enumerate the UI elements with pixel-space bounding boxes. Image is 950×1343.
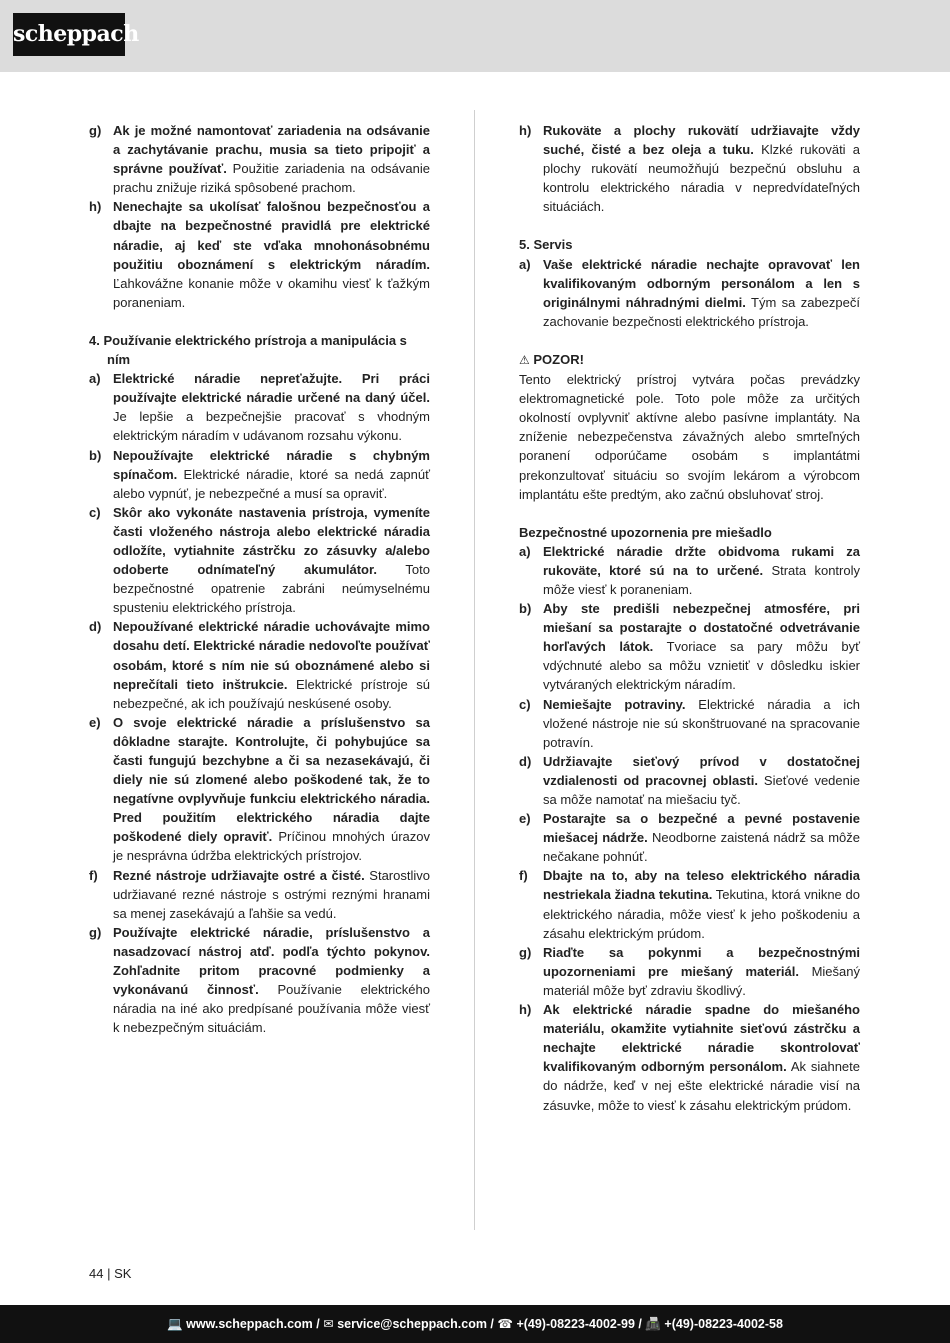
right-column xyxy=(519,121,860,1115)
warning-heading: ⚠ POZOR! xyxy=(519,351,584,367)
mail-icon: ✉ xyxy=(323,1317,334,1331)
list-item: d) Nepoužívané elektrické náradie uchovávajte mimo dosahu detí. Elektrické náradie nedovoľte používať osobám, ktoré s ním nie sú oboznámené alebo si neprečítali tieto inštrukcie. Elektrické prístroje sú nebezpečné, ak ich používajú neskúsené osoby. xyxy=(89,619,431,711)
page-number: 44 | SK xyxy=(89,1266,132,1281)
column-divider xyxy=(474,110,475,1230)
list-item: d) Udržiavajte sieťový prívod v dostatočnej vzdialenosti od pracovnej oblasti. Sieťové vedenie sa môže namotať na miešaciu tyč. xyxy=(519,753,860,807)
list-item: e) O svoje elektrické náradie a príslušenstvo sa dôkladne starajte. Kontrolujte, či pohybujúce sa časti fungujú bezchybne a či sa nezasekávajú, či diely nie sú zlomené alebo poškodené tak, že to negatívne ovplyvňuje funkciu elektrického náradia. Pred použitím elektrického náradia dajte poškodené diely opraviť. Príčinou mnohých úrazov je nesprávna údržba elektrických prístrojov. xyxy=(89,714,430,864)
list-item: e) Postarajte sa o bezpečné a pevné postavenie miešacej nádrže. Neodborne zaistená nádrž sa môže nečakane pohnúť. xyxy=(519,811,860,865)
fax-icon: 📠 xyxy=(645,1317,661,1331)
list-item: c) Nemiešajte potraviny. Elektrické náradia a ich vložené nástroje nie sú skonštruované na spracovanie potravín. xyxy=(519,696,861,750)
list-item: g) Ak je možné namontovať zariadenia na odsávanie a zachytávanie prachu, musia sa tieto pripojiť a správne používať. Použitie zariadenia na odsávanie prachu znižuje riziká spôsobené prachom. xyxy=(89,123,430,196)
section-heading: 4. Používanie elektrického prístroja a manipulácia s ním xyxy=(89,332,407,368)
list-item: a) Elektrické náradie nepreťažujte. Pri práci používajte elektrické náradie určené na daný účel. Je lepšie a bezpečnejšie pracovať s vhodným elektrickým náradím v udávanom rozsahu výkonu. xyxy=(89,371,430,444)
list-item: h) Nenechajte sa ukolísať falošnou bezpečnosťou a dbajte na bezpečnostné pravidlá pre elektrické náradie, aj keď ste vďaka mnohonásobnému použitiu oboznámení s elektrickým náradím. Ľahkovážne konanie môže v okamihu viesť k ťažkým poraneniam. xyxy=(89,199,430,310)
list-item: h) Rukoväte a plochy rukovätí udržiavajte vždy suché, čisté a bez oleja a tuku. Klzké rukoväti a plochy rukovätí neumožňujú bezpečnú obsluhu a kontrolu elektrického náradia v nepredvídateľných situáciách. xyxy=(519,123,861,215)
list-item: b) Aby ste predišli nebezpečnej atmosfére, pri miešaní sa postarajte o dostatočné odvetrávanie horľavých látok. Tvoriace sa pary môžu byť vdýchnuté alebo sa môžu vznietiť v dôsledku iskier vytváraných elektrickým náradím. xyxy=(519,601,860,693)
list-item: a) Vaše elektrické náradie nechajte opravovať len kvalifikovaným odborným personálom a len s originálnymi náhradnými dielmi. Tým sa zabezpečí zachovanie bezpečnosti elektrického prístroja. xyxy=(519,256,860,329)
page-header xyxy=(0,0,950,72)
phone-icon: ☎ xyxy=(497,1317,513,1331)
left-column xyxy=(89,121,430,1037)
list-item: f) Dbajte na to, aby na teleso elektrického náradia nestriekala žiadna tekutina. Tekutina, ktorá vnikne do elektrického náradia, môže viesť k jeho poškodeniu a zásahu elektrickým prúdom. xyxy=(519,868,860,941)
warning-text: Tento elektrický prístroj vytvára počas prevádzky elektromagnetické pole. Toto pole môže za určitých okolností ovplyvniť aktívne alebo pasívne implantáty. Na zníženie nebezpečenstva závažných alebo smrteľných poranení odporúčame osobám s implantátmi prekonzultovať situáciu so svojím lekárom a výrobcom implantátu ešte predtým, ako začnú obsluhovať stroj. xyxy=(519,372,860,502)
list-item: g) Riaďte sa pokynmi a bezpečnostnými upozorneniami pre miešaný materiál. Miešaný materiál môže byť zdraviu škodlivý. xyxy=(519,944,860,998)
page-footer: 💻 www.scheppach.com / ✉ service@scheppach.com / ☎ +(49)-08223-4002-99 / 📠 +(49)-08223-4002-58 xyxy=(0,1305,950,1343)
list-item: g) Používajte elektrické náradie, príslušenstvo a nasadzovací nástroj atď. podľa týchto pokynov. Zohľadnite pritom pracovné podmienky a vykonávanú činnosť. Používanie elektrického náradia na iné ako predpísané používania môže viesť k nebezpečným situáciám. xyxy=(89,924,430,1036)
list-item: c) Skôr ako vykonáte nastavenia prístroja, vymeníte časti vloženého nástroja alebo elektrické náradia odložíte, vytiahnite zástrčku zo zásuvky a/alebo odoberte odnímateľný akumulátor. Toto bezpečnostné opatrenie zabráni neúmyselnému spusteniu elektrického prístroja. xyxy=(89,504,430,616)
section-heading: Bezpečnostné upozornenia pre miešadlo xyxy=(519,524,772,540)
email-link[interactable]: service@scheppach.com xyxy=(337,1317,487,1331)
list-item: a) Elektrické náradie držte obidvoma rukami za rukoväte, ktoré sú na to určené. Strata kontroly môže viesť k poraneniam. xyxy=(519,543,860,597)
warning-icon: ⚠ xyxy=(519,352,530,367)
phone-number: +(49)-08223-4002-99 xyxy=(516,1317,635,1331)
list-item: h) Ak elektrické náradie spadne do miešaného materiálu, okamžite vytiahnite sieťovú zástrčku a nechajte elektrické náradie skontrolovať kvalifikovaným odborným personálom. Ak siahnete do nádrže, keď v nej ešte elektrické náradie visí na zásuvke, môže to viesť k zásahu elektrickým prúdom. xyxy=(519,1002,860,1113)
fax-number: +(49)-08223-4002-58 xyxy=(664,1317,783,1331)
section-heading: 5. Servis xyxy=(519,237,573,253)
website-link[interactable]: www.scheppach.com xyxy=(186,1317,313,1331)
computer-icon: 💻 xyxy=(167,1317,183,1331)
list-item: b) Nepoužívajte elektrické náradie s chybným spínačom. Elektrické náradie, ktoré sa nedá zapnúť alebo vypnúť, je nebezpečné a musí sa opraviť. xyxy=(89,447,430,501)
list-item: f) Rezné nástroje udržiavajte ostré a čisté. Starostlivo udržiavané rezné nástroje s ostrými reznými hranami sa menej zasekávajú a ľahšie sa vedú. xyxy=(89,867,430,921)
brand-logo: scheppach xyxy=(13,13,125,56)
